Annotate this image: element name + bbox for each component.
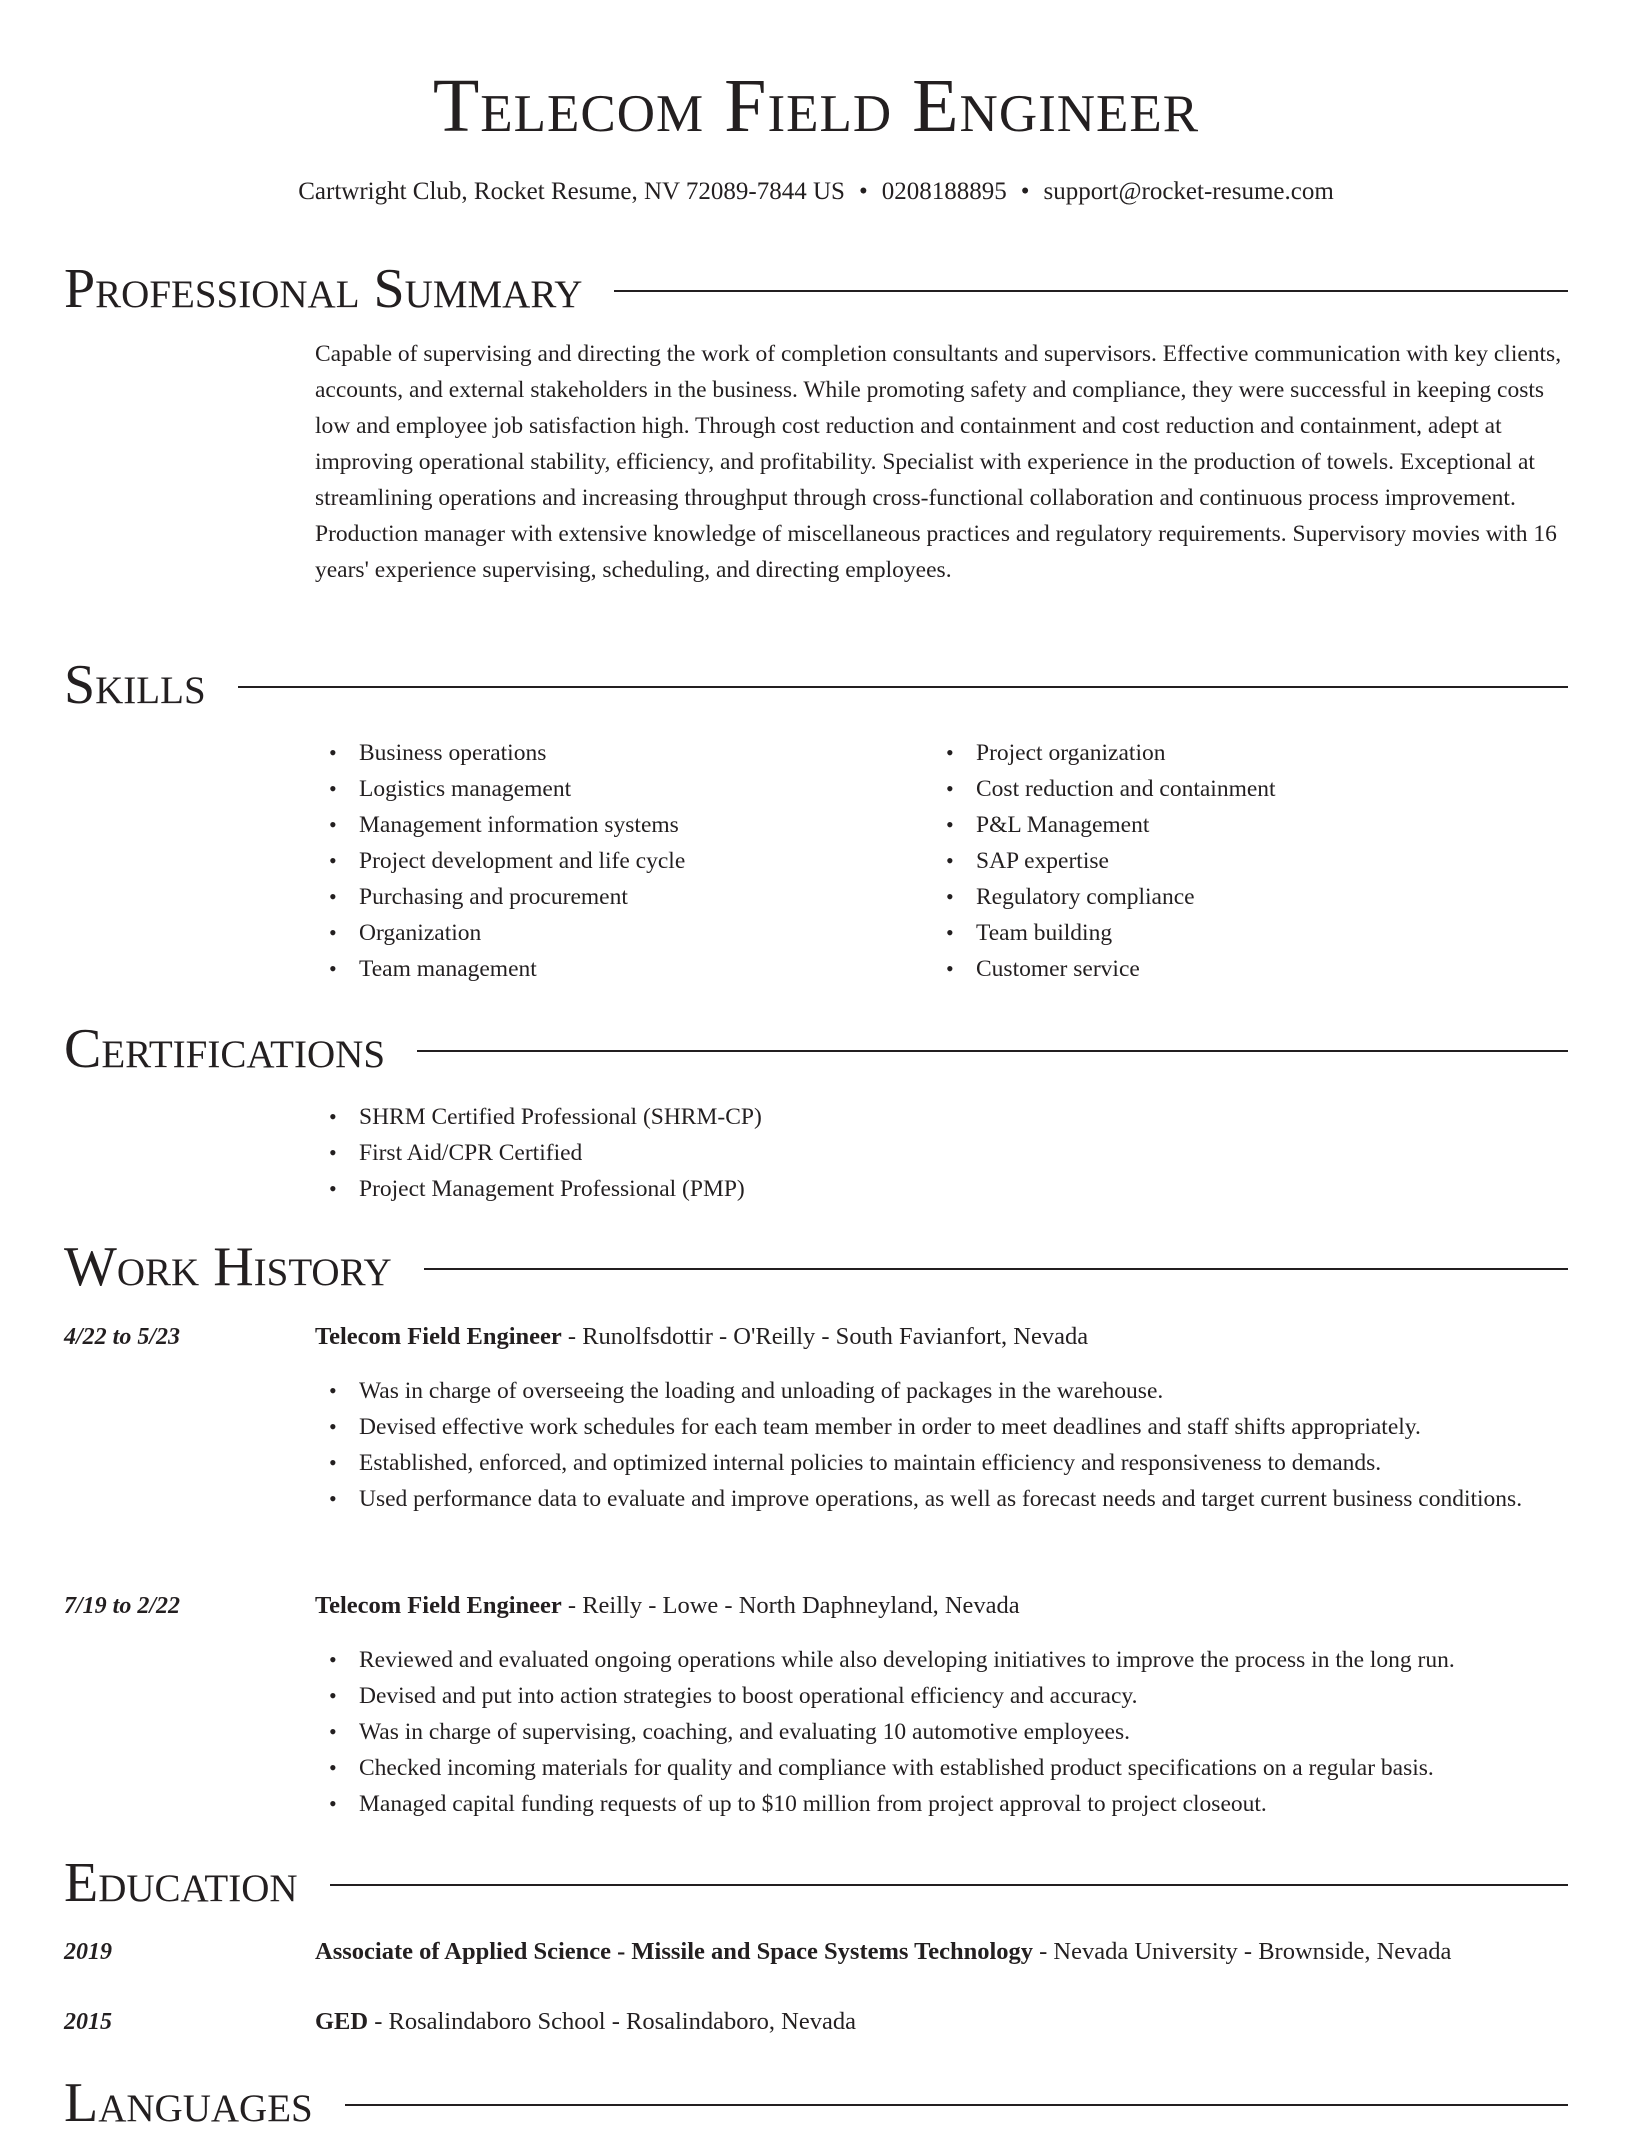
job-details: - Reilly - Lowe - North Daphneyland, Nevada: [561, 1592, 1020, 1619]
section-rule: [417, 1050, 1568, 1052]
candidate-name: Telecom Field Engineer: [432, 64, 1200, 148]
list-item: • Devised and put into action strategies to boost operational efficiency and accuracy.: [315, 1678, 1575, 1714]
job-dates: 7/19 to 2/22: [64, 1593, 181, 1619]
list-item: • Cost reduction and containment: [932, 771, 1562, 807]
education-entry: [315, 2004, 1575, 2040]
job-bullets: [315, 1642, 1575, 1822]
section-title: Languages: [64, 2072, 313, 2134]
school-details: - Rosalindaboro School - Rosalindaboro, Nevada: [368, 2008, 856, 2035]
list-item: • Organization: [315, 915, 915, 951]
section-title: Education: [64, 1852, 298, 1914]
list-item: • SAP expertise: [932, 843, 1562, 879]
job-dates: 4/22 to 5/23: [64, 1324, 181, 1350]
summary-section-header: [64, 254, 1568, 324]
job-title: Telecom Field Engineer: [315, 1323, 562, 1350]
skills-list-left: [315, 735, 915, 987]
list-item: • Management information systems: [315, 807, 915, 843]
section-title: Certifications: [64, 1018, 386, 1080]
languages-section-header: [64, 2068, 1568, 2138]
list-item: • Team building: [932, 915, 1562, 951]
skills-list-right: [932, 735, 1562, 987]
separator-dot: •: [1020, 178, 1030, 205]
list-item: • Used performance data to evaluate and improve operations, as well as forecast needs and target current business conditions.: [315, 1481, 1530, 1517]
job-header: [315, 1319, 1575, 1355]
section-rule: [614, 290, 1568, 292]
section-title: Skills: [64, 654, 206, 716]
list-item: • Project organization: [932, 735, 1562, 771]
section-rule: [424, 1268, 1568, 1270]
job-bullets: [315, 1373, 1530, 1517]
list-item: • Business operations: [315, 735, 915, 771]
list-item: • Was in charge of supervising, coaching, and evaluating 10 automotive employees.: [315, 1714, 1575, 1750]
list-item: • Reviewed and evaluated ongoing operations while also developing initiatives to improve the process in the long run.: [315, 1642, 1575, 1678]
education-year: 2019: [64, 1939, 112, 1965]
job-details: - Runolfsdottir - O'Reilly - South Favianfort, Nevada: [561, 1323, 1089, 1350]
separator-dot: •: [858, 178, 868, 205]
degree: Associate of Applied Science - Missile and Space Systems Technology: [315, 1938, 1034, 1965]
work-section-header: [64, 1232, 1568, 1302]
section-title: Work History: [64, 1236, 392, 1298]
list-item: • SHRM Certified Professional (SHRM-CP): [315, 1099, 1565, 1135]
job-header: [315, 1588, 1575, 1624]
email-link[interactable]: support@rocket-resume.com: [1043, 178, 1334, 205]
list-item: • Project development and life cycle: [315, 843, 915, 879]
education-section-header: [64, 1848, 1568, 1918]
job-title: Telecom Field Engineer: [315, 1592, 562, 1619]
list-item: • First Aid/CPR Certified: [315, 1135, 1565, 1171]
section-title: Professional Summary: [64, 258, 583, 320]
contact-line: [0, 174, 1632, 210]
list-item: • Checked incoming materials for quality and compliance with established product specifications on a regular basis.: [315, 1750, 1575, 1786]
list-item: • Logistics management: [315, 771, 915, 807]
list-item: • Managed capital funding requests of up to $10 million from project approval to project closeout.: [315, 1786, 1575, 1822]
list-item: • Team management: [315, 951, 915, 987]
address: Cartwright Club, Rocket Resume, NV 72089-7844 US: [298, 178, 845, 205]
list-item: • Devised effective work schedules for each team member in order to meet deadlines and staff shifts appropriately.: [315, 1409, 1530, 1445]
list-item: • Purchasing and procurement: [315, 879, 915, 915]
section-rule: [238, 686, 1568, 688]
certifications-section-header: [64, 1014, 1568, 1084]
list-item: • Established, enforced, and optimized internal policies to maintain efficiency and responsiveness to demands.: [315, 1445, 1530, 1481]
list-item: • Project Management Professional (PMP): [315, 1171, 1565, 1207]
section-rule: [345, 2104, 1568, 2106]
school-details: - Nevada University - Brownside, Nevada: [1033, 1938, 1452, 1965]
list-item: • Regulatory compliance: [932, 879, 1562, 915]
list-item: • Customer service: [932, 951, 1562, 987]
section-rule: [330, 1884, 1568, 1886]
list-item: • P&L Management: [932, 807, 1562, 843]
education-year: 2015: [64, 2009, 112, 2035]
degree: GED: [315, 2008, 369, 2035]
list-item: • Was in charge of overseeing the loading and unloading of packages in the warehouse.: [315, 1373, 1530, 1409]
education-entry: [315, 1934, 1575, 1970]
certifications-list: [315, 1099, 1565, 1207]
summary-text: Capable of supervising and directing the work of completion consultants and supervisors. Effective communication with key clients, accounts, and external stakeholders in the business. While promoting safety and compliance, they were successful in keeping costs low and employee job satisfaction high. Through cost reduction and containment and cost reduction and containment, adept at improving operational stability, efficiency, and profitability. Specialist with experience in the production of towels. Exceptional at streamlining operations and increasing throughput through cross-functional collaboration and continuous process improvement. Production manager with extensive knowledge of miscellaneous practices and regulatory requirements. Supervisory movies with 16 years' experience supervising, scheduling, and directing employees.: [315, 341, 1562, 583]
phone: 0208188895: [881, 178, 1007, 205]
skills-section-header: [64, 650, 1568, 720]
